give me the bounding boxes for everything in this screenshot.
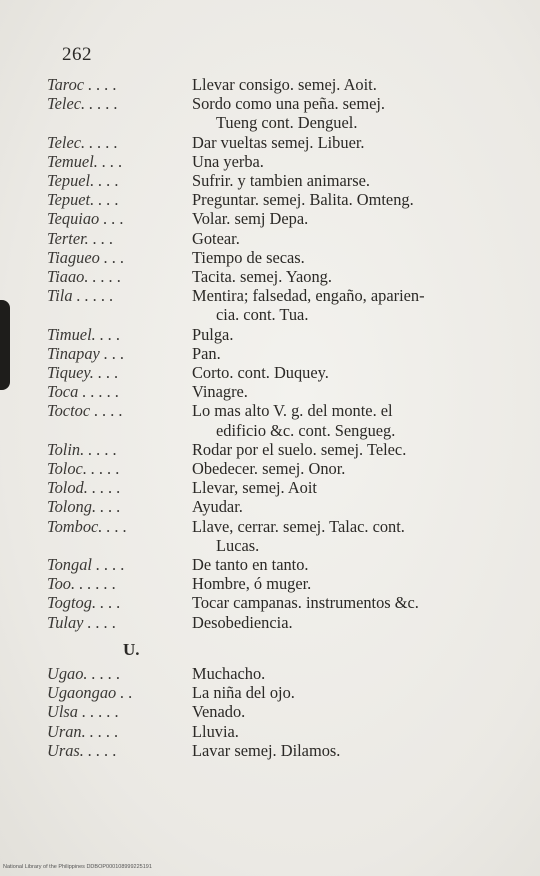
dictionary-entry [0,401,540,439]
entry-term: Tiquey. . . . [47,363,119,383]
entry-definition [192,286,508,324]
definition-line: Tacita. semej. Yaong. [192,267,332,287]
entry-definition [192,440,508,459]
definition-line: Desobediencia. [192,612,293,632]
definition-line: Corto. cont. Duquey. [192,363,329,383]
definition-line: Lluvia. [192,721,239,741]
dictionary-entry [0,363,540,382]
dictionary-entry [0,722,540,741]
entry-term: Toca . . . . . [47,382,120,402]
entry-definition [192,401,508,439]
definition-line: Tiempo de secas. [192,247,305,267]
entry-term: Tulay . . . . [47,612,117,632]
dictionary-entry [0,517,540,555]
entry-definition [192,459,508,478]
entry-definition [192,171,508,190]
entry-definition [192,722,508,741]
entry-term: Timuel. . . . [47,324,121,344]
dictionary-entry [0,325,540,344]
definition-line: Volar. semj Depa. [192,209,309,229]
dictionary-entry [0,593,540,612]
definition-line: Muchacho. [192,663,266,683]
dictionary-entry [0,459,540,478]
entry-term: Uras. . . . . [47,740,117,760]
entry-definition [192,152,508,171]
dictionary-entry [0,478,540,497]
dictionary-entry [0,683,540,702]
entry-term: Tepuet. . . . [47,190,119,210]
entries-u-section [0,664,540,760]
definition-line: Una yerba. [192,151,264,171]
definition-line: Pan. [192,343,221,363]
entry-definition [192,190,508,209]
entry-term: Telec. . . . . [47,94,118,114]
entry-term: Tinapay . . . [47,343,125,363]
definition-line: Obedecer. semej. Onor. [192,459,346,479]
dictionary-entry [0,152,540,171]
entry-definition [192,574,508,593]
entry-definition [192,382,508,401]
entry-definition [192,94,508,132]
dictionary-entry [0,613,540,632]
entry-definition [192,593,508,612]
definition-line: Llave, cerrar. semej. Talac. cont. [192,516,405,536]
definition-line: Gotear. [192,228,240,248]
entry-term: Tila . . . . . [47,286,114,306]
dictionary-entry [0,702,540,721]
entry-term: Taroc . . . . [47,75,117,94]
entries-t-section [0,75,540,632]
definition-line: Lo mas alto V. g. del monte. el [192,401,393,421]
entry-term: Toloc. . . . . [47,459,120,479]
entry-definition [192,664,508,683]
dictionary-entry [0,267,540,286]
entry-definition [192,702,508,721]
entry-definition [192,209,508,228]
entry-term: Tolong. . . . [47,497,121,517]
dictionary-entries [0,75,540,760]
dictionary-entry [0,741,540,760]
definition-line: Llevar consigo. semej. Aoit. [192,75,377,94]
entry-definition [192,229,508,248]
entry-term: Too. . . . . . [47,574,117,594]
definition-continuation: cia. cont. Tua. [216,305,309,325]
entry-definition [192,517,508,555]
dictionary-entry [0,344,540,363]
entry-term: Tongal . . . . [47,555,125,575]
dictionary-entry [0,248,540,267]
definition-line: De tanto en tanto. [192,555,309,575]
definition-line: La niña del ojo. [192,683,295,703]
entry-term: Tiaao. . . . . [47,267,122,287]
dictionary-entry [0,440,540,459]
dictionary-entry [0,133,540,152]
dictionary-entry [0,229,540,248]
entry-term: Tiagueo . . . [47,247,125,267]
entry-term: Tomboc. . . . [47,516,127,536]
definition-line: Sufrir. y tambien animarse. [192,171,370,191]
definition-line: Tocar campanas. instrumentos &c. [192,593,419,613]
definition-line: Dar vueltas semej. Libuer. [192,132,365,152]
section-heading-u: U. [123,639,140,659]
definition-line: Vinagre. [192,382,248,402]
definition-line: Pulga. [192,324,234,344]
dictionary-entry [0,190,540,209]
dictionary-entry [0,171,540,190]
entry-definition [192,363,508,382]
footer-credit: National Library of the Philippines DDBOP000108999225191 [3,864,152,870]
entry-term: Toctoc . . . . [47,401,123,421]
dictionary-entry [0,555,540,574]
entry-definition [192,497,508,516]
entry-term: Temuel. . . . [47,151,123,171]
dictionary-entry [0,75,540,94]
definition-continuation: Lucas. [216,535,260,555]
dictionary-entry [0,382,540,401]
entry-term: Telec. . . . . [47,132,118,152]
entry-term: Tequiao . . . [47,209,124,229]
definition-line: Preguntar. semej. Balita. Omteng. [192,190,414,210]
definition-continuation: edificio &c. cont. Sengueg. [216,420,396,440]
entry-term: Ugao. . . . . [47,663,121,683]
dictionary-entry [0,574,540,593]
entry-term: Uran. . . . . [47,721,119,741]
entry-term: Ulsa . . . . . [47,702,119,722]
definition-line: Mentira; falsedad, engaño, aparien- [192,286,425,306]
entry-definition [192,478,508,497]
definition-line: Hombre, ó muger. [192,574,312,594]
entry-definition [192,344,508,363]
entry-definition [192,248,508,267]
entry-term: Tolin. . . . . [47,439,117,459]
entry-definition [192,613,508,632]
definition-line: Llevar, semej. Aoit [192,478,317,498]
definition-line: Sordo como una peña. semej. [192,94,385,114]
dictionary-entry [0,94,540,132]
dictionary-entry [0,286,540,324]
entry-definition [192,683,508,702]
entry-term: Tepuel. . . . [47,171,119,191]
entry-definition [192,741,508,760]
entry-term: Tolod. . . . . [47,478,121,498]
definition-line: Lavar semej. Dilamos. [192,740,341,760]
page-number: 262 [62,44,92,65]
definition-line: Ayudar. [192,497,243,517]
entry-definition [192,133,508,152]
definition-continuation: Tueng cont. Denguel. [216,113,358,133]
dictionary-entry [0,664,540,683]
entry-definition [192,267,508,286]
dictionary-entry [0,209,540,228]
definition-line: Venado. [192,702,246,722]
entry-definition [192,75,508,94]
dictionary-entry [0,497,540,516]
definition-line: Rodar por el suelo. semej. Telec. [192,439,407,459]
entry-term: Ugaongao . . [47,683,133,703]
entry-term: Togtog. . . . [47,593,121,613]
entry-definition [192,555,508,574]
entry-definition [192,325,508,344]
entry-term: Terter. . . . [47,228,114,248]
